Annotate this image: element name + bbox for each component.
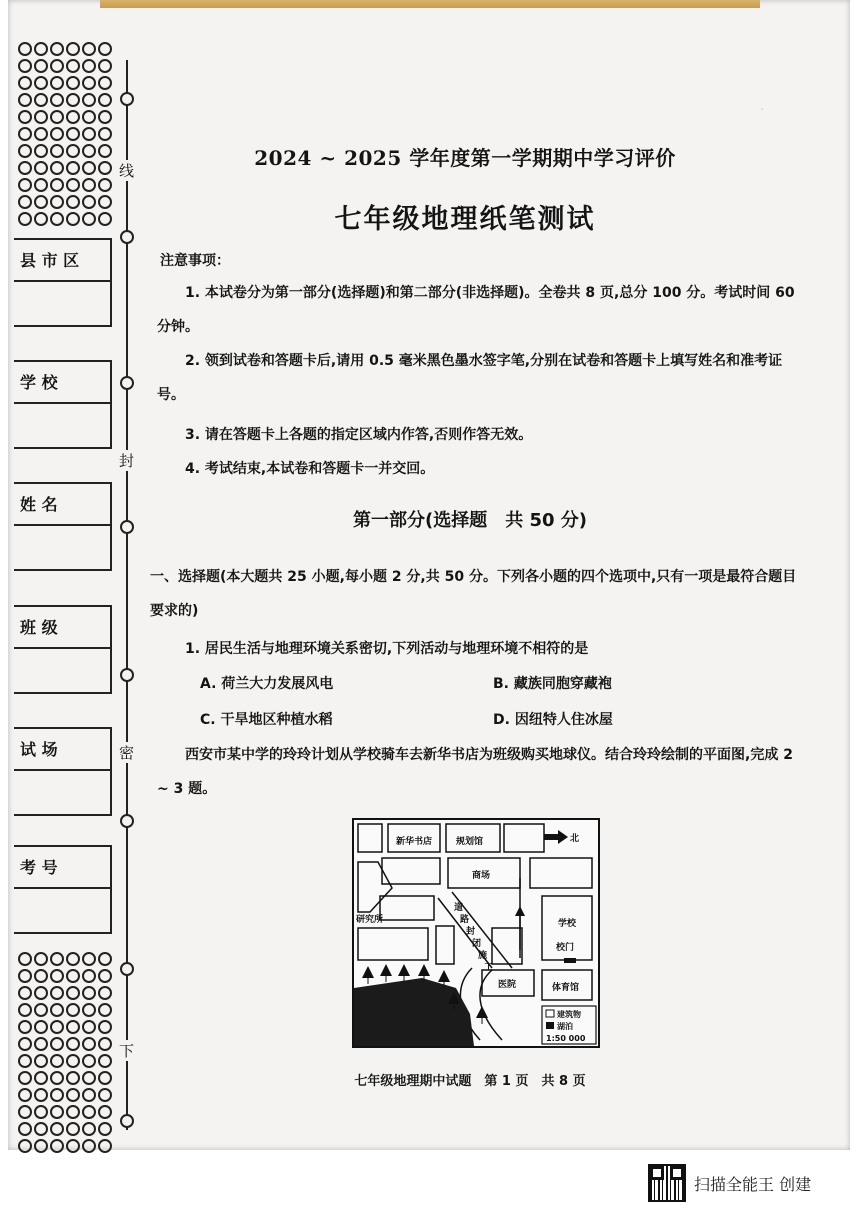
binding-hole xyxy=(34,1088,48,1102)
seal-word-seal: 封 xyxy=(119,452,135,470)
binding-hole xyxy=(66,1088,80,1102)
binding-hole xyxy=(82,1003,96,1017)
binding-hole xyxy=(18,178,32,192)
field-room-box[interactable] xyxy=(14,727,112,816)
binding-hole xyxy=(18,1020,32,1034)
binding-hole xyxy=(18,1139,32,1153)
binding-hole xyxy=(50,59,64,73)
binding-hole xyxy=(50,1139,64,1153)
part-one-instruction: 一、选择题(本大题共 25 小题,每小题 2 分,共 50 分。下列各小题的四个选项中,只有一项是最符合题目要求的) xyxy=(150,569,797,619)
binding-hole xyxy=(34,195,48,209)
binding-hole xyxy=(34,952,48,966)
binding-hole xyxy=(50,195,64,209)
seal-dot xyxy=(120,376,134,390)
binding-hole xyxy=(82,212,96,226)
binding-hole xyxy=(50,110,64,124)
binding-hole xyxy=(34,986,48,1000)
field-name-label: 姓 名 xyxy=(20,495,58,514)
binding-hole xyxy=(82,161,96,175)
binding-hole xyxy=(34,42,48,56)
map-label-planning: 规划馆 xyxy=(456,837,484,847)
binding-hole xyxy=(98,93,112,107)
binding-hole xyxy=(82,178,96,192)
binding-hole xyxy=(50,1071,64,1085)
binding-hole xyxy=(98,127,112,141)
binding-hole xyxy=(82,952,96,966)
binding-hole xyxy=(66,161,80,175)
binding-hole xyxy=(98,1122,112,1136)
binding-hole xyxy=(50,969,64,983)
map-label-mall: 商场 xyxy=(472,871,491,881)
binding-hole xyxy=(34,1122,48,1136)
field-id-label: 考 号 xyxy=(20,858,58,877)
binding-hole xyxy=(98,1020,112,1034)
binding-hole xyxy=(98,952,112,966)
seal-dot xyxy=(120,92,134,106)
binding-hole xyxy=(18,1003,32,1017)
binding-hole xyxy=(98,1139,112,1153)
map-label-school: 学校 xyxy=(558,919,577,929)
map-label-north: 北 xyxy=(570,834,580,844)
binding-hole xyxy=(66,110,80,124)
binding-hole xyxy=(98,1088,112,1102)
map-label-gate: 校门 xyxy=(556,943,575,953)
binding-hole xyxy=(50,1088,64,1102)
seal-dot xyxy=(120,230,134,244)
binding-hole xyxy=(82,969,96,983)
binding-hole xyxy=(66,952,80,966)
map-label-road-2: 路 xyxy=(460,915,470,925)
seal-dot xyxy=(120,668,134,682)
binding-hole xyxy=(34,969,48,983)
field-class-box[interactable] xyxy=(14,605,112,694)
binding-hole xyxy=(34,1139,48,1153)
question-1-option-d: D. 因纽特人住冰屋 xyxy=(493,712,613,728)
binding-hole xyxy=(18,1054,32,1068)
binding-hole xyxy=(66,178,80,192)
binding-hole xyxy=(18,212,32,226)
binding-hole xyxy=(18,986,32,1000)
binding-hole xyxy=(34,212,48,226)
binding-hole xyxy=(66,1071,80,1085)
binding-hole xyxy=(82,59,96,73)
binding-hole xyxy=(50,1105,64,1119)
seal-word-line: 线 xyxy=(119,162,135,180)
binding-hole xyxy=(98,59,112,73)
binding-hole xyxy=(18,42,32,56)
seal-dot xyxy=(120,520,134,534)
binding-hole xyxy=(66,195,80,209)
binding-hole xyxy=(98,1003,112,1017)
exam-title: 2024 ~ 2025 学年度第一学期期中学习评价 xyxy=(254,146,676,170)
binding-hole xyxy=(50,1020,64,1034)
binding-hole xyxy=(98,1054,112,1068)
binding-hole xyxy=(98,986,112,1000)
binding-hole xyxy=(82,1105,96,1119)
binding-hole xyxy=(34,127,48,141)
binding-hole xyxy=(34,1020,48,1034)
binding-hole xyxy=(66,1003,80,1017)
binding-hole xyxy=(18,110,32,124)
binding-hole xyxy=(66,1037,80,1051)
page-footer: 七年级地理期中试题 第 1 页 共 8 页 xyxy=(354,1074,586,1089)
qr-code-icon xyxy=(648,1164,686,1202)
part-one-heading: 第一部分(选择题 共 50 分) xyxy=(352,510,588,531)
binding-hole xyxy=(34,59,48,73)
binding-hole xyxy=(82,986,96,1000)
scenario-text: 西安市某中学的玲玲计划从学校骑车去新华书店为班级购买地球仪。结合玲玲绘制的平面图,完成 2 ~ 3 题。 xyxy=(157,747,793,797)
field-class-label: 班 级 xyxy=(20,618,58,637)
scanner-watermark-text: 扫描全能王 创建 xyxy=(694,1174,812,1194)
lake-area xyxy=(354,978,474,1046)
binding-hole xyxy=(98,1071,112,1085)
binding-hole xyxy=(82,1088,96,1102)
legend-scale: 1:50 000 xyxy=(546,1034,586,1043)
map-label-institute: 研究所 xyxy=(356,915,384,925)
field-county-label: 县 市 区 xyxy=(20,251,80,270)
binding-hole xyxy=(66,76,80,90)
binding-hole xyxy=(50,1003,64,1017)
note-item-2: 2. 领到试卷和答题卡后,请用 0.5 毫米黑色墨水签字笔,分别在试卷和答题卡上填写姓名和准考证号。 xyxy=(157,353,783,403)
field-school-label: 学 校 xyxy=(20,373,58,392)
binding-hole xyxy=(34,161,48,175)
binding-hole xyxy=(66,986,80,1000)
note-item-4: 4. 考试结束,本试卷和答题卡一并交回。 xyxy=(185,461,435,477)
map-label-road-4: 闭 xyxy=(472,939,482,949)
binding-hole xyxy=(50,76,64,90)
exam-subtitle: 七年级地理纸笔测试 xyxy=(334,204,596,235)
binding-hole xyxy=(50,144,64,158)
note-item-1: 1. 本试卷分为第一部分(选择题)和第二部分(非选择题)。全卷共 8 页,总分 100 分。考试时间 60 分钟。 xyxy=(157,285,795,335)
binding-hole xyxy=(98,144,112,158)
seal-word-secret: 密 xyxy=(119,744,135,762)
binding-hole xyxy=(82,195,96,209)
seal-dot xyxy=(120,962,134,976)
binding-hole xyxy=(50,42,64,56)
binding-hole xyxy=(66,144,80,158)
page-edge-strip xyxy=(100,0,760,8)
question-1-stem: 1. 居民生活与地理环境关系密切,下列活动与地理环境不相符的是 xyxy=(185,641,589,657)
binding-hole xyxy=(34,178,48,192)
binding-holes-bottom xyxy=(18,952,113,1153)
map-label-hospital: 医院 xyxy=(498,980,517,990)
binding-hole xyxy=(50,212,64,226)
binding-hole xyxy=(82,1037,96,1051)
binding-hole xyxy=(82,1054,96,1068)
map-label-bookstore: 新华书店 xyxy=(396,837,433,847)
map-label-road-6: 工 xyxy=(484,963,494,973)
field-room-label: 试 场 xyxy=(20,740,58,759)
bleed-through-text: · xyxy=(760,102,765,118)
binding-hole xyxy=(34,1037,48,1051)
question-1-option-b: B. 藏族同胞穿藏袍 xyxy=(493,676,612,692)
note-item-3: 3. 请在答题卡上各题的指定区域内作答,否则作答无效。 xyxy=(185,427,533,443)
binding-hole xyxy=(82,42,96,56)
binding-hole xyxy=(82,110,96,124)
binding-hole xyxy=(18,144,32,158)
binding-holes-top xyxy=(18,42,113,226)
binding-hole xyxy=(82,76,96,90)
binding-hole xyxy=(66,1105,80,1119)
binding-hole xyxy=(34,93,48,107)
binding-hole xyxy=(18,195,32,209)
seal-word-below: 下 xyxy=(119,1042,135,1060)
map-label-gym: 体育馆 xyxy=(552,983,580,993)
binding-hole xyxy=(50,161,64,175)
scanner-watermark xyxy=(648,1165,811,1201)
binding-hole xyxy=(50,178,64,192)
binding-hole xyxy=(98,1037,112,1051)
binding-hole xyxy=(98,1105,112,1119)
binding-hole xyxy=(98,969,112,983)
binding-hole xyxy=(18,59,32,73)
binding-hole xyxy=(34,1003,48,1017)
binding-hole xyxy=(66,1122,80,1136)
legend-lake: 湖泊 xyxy=(557,1022,573,1031)
question-1-option-c: C. 干旱地区种植水稻 xyxy=(200,712,333,728)
field-county-box[interactable] xyxy=(14,238,112,327)
binding-hole xyxy=(66,42,80,56)
field-id-box[interactable] xyxy=(14,845,112,934)
seal-dot xyxy=(120,814,134,828)
binding-hole xyxy=(66,127,80,141)
binding-hole xyxy=(18,161,32,175)
binding-hole xyxy=(98,195,112,209)
binding-hole xyxy=(50,93,64,107)
binding-hole xyxy=(18,1071,32,1085)
binding-hole xyxy=(34,144,48,158)
binding-hole xyxy=(50,1037,64,1051)
binding-hole xyxy=(98,178,112,192)
field-school-box[interactable] xyxy=(14,360,112,449)
binding-hole xyxy=(34,110,48,124)
binding-hole xyxy=(82,1020,96,1034)
binding-hole xyxy=(34,1071,48,1085)
binding-hole xyxy=(18,969,32,983)
binding-hole xyxy=(66,212,80,226)
binding-hole xyxy=(50,1054,64,1068)
binding-hole xyxy=(98,161,112,175)
binding-hole xyxy=(82,1071,96,1085)
binding-hole xyxy=(66,1054,80,1068)
binding-hole xyxy=(66,1020,80,1034)
binding-hole xyxy=(50,1122,64,1136)
field-name-box[interactable] xyxy=(14,482,112,571)
binding-hole xyxy=(66,93,80,107)
binding-hole xyxy=(18,1088,32,1102)
binding-hole xyxy=(34,1054,48,1068)
binding-hole xyxy=(82,1122,96,1136)
binding-hole xyxy=(18,1105,32,1119)
map-label-road-3: 封 xyxy=(466,927,476,937)
legend-building: 建筑物 xyxy=(557,1010,581,1019)
binding-hole xyxy=(18,1122,32,1136)
binding-hole xyxy=(82,144,96,158)
binding-hole xyxy=(34,76,48,90)
binding-hole xyxy=(66,59,80,73)
binding-hole xyxy=(18,127,32,141)
binding-hole xyxy=(82,127,96,141)
binding-hole xyxy=(82,1139,96,1153)
map-label-road-1: 道 xyxy=(454,903,464,913)
binding-hole xyxy=(66,969,80,983)
binding-hole xyxy=(18,1037,32,1051)
binding-hole xyxy=(82,93,96,107)
binding-hole xyxy=(50,127,64,141)
binding-hole xyxy=(18,76,32,90)
town-map xyxy=(352,818,600,1048)
map-label-road-5: 施 xyxy=(478,951,488,961)
notes-heading: 注意事项： xyxy=(160,253,230,269)
binding-hole xyxy=(66,1139,80,1153)
binding-hole xyxy=(18,952,32,966)
seal-dot xyxy=(120,1114,134,1128)
question-1-option-a: A. 荷兰大力发展风电 xyxy=(200,676,334,692)
binding-hole xyxy=(98,212,112,226)
binding-hole xyxy=(18,93,32,107)
binding-hole xyxy=(98,42,112,56)
binding-hole xyxy=(50,986,64,1000)
binding-hole xyxy=(34,1105,48,1119)
binding-hole xyxy=(50,952,64,966)
binding-hole xyxy=(98,110,112,124)
binding-hole xyxy=(98,76,112,90)
